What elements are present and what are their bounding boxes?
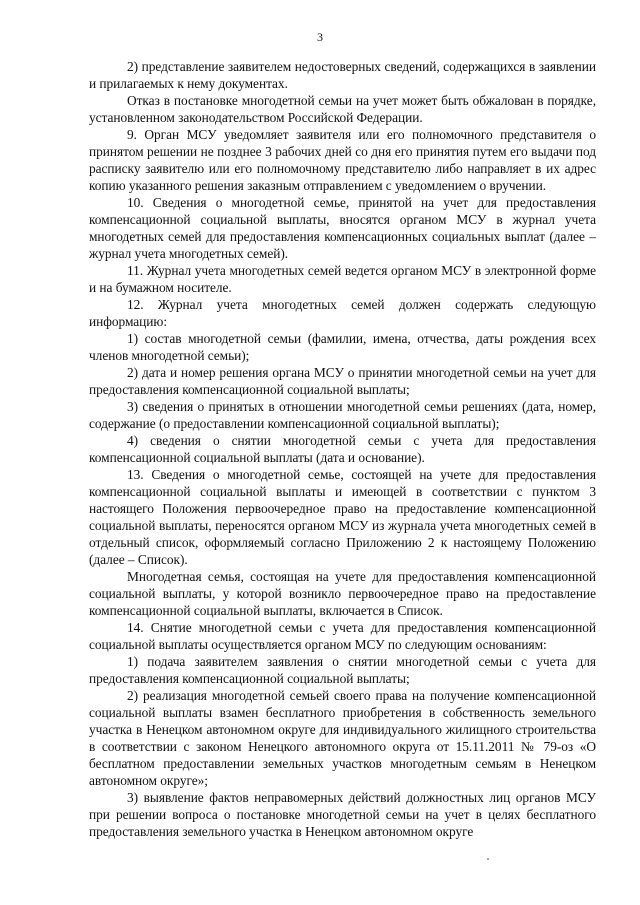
paragraph: 4) сведения о снятии многодетной семьи с учета для предоставления компенсационной социальной выплаты (дата и основание). [89, 433, 596, 465]
paragraph: 10. Сведения о многодетной семье, принятой на учет для предоставления компенсационной социальной выплаты, вносятся органом МСУ в журнал учета многодетных семей для предоставления компенсационных социальных выплат (далее – журнал учета многодетных семей). [89, 195, 596, 261]
paragraph: 9. Орган МСУ уведомляет заявителя или его полномочного представителя о принятом решении не позднее 3 рабочих дней со дня его принятия путем его выдачи под расписку заявителю или его полномочному представителю либо направляет в их адрес копию указанного решения заказным отправлением с уведомлением о вручении. [89, 127, 596, 193]
paragraph: 13. Сведения о многодетной семье, состоящей на учете для предоставления компенсационной социальной выплаты и имеющей в соответствии с пунктом 3 настоящего Положения первоочередное право на предоставление компенсационной социальной выплаты, переносятся органом МСУ из журнала учета многодетных семей в отдельный список, оформляемый согласно Приложению 2 к настоящему Положению (далее – Список). [89, 467, 596, 567]
page-number: 3 [317, 30, 323, 44]
scan-speck [487, 858, 489, 860]
paragraph: 12. Журнал учета многодетных семей должен содержать следующую информацию: [89, 297, 596, 329]
paragraph: 1) подача заявителем заявления о снятии многодетной семьи с учета для предоставления компенсационной социальной выплаты; [89, 654, 596, 686]
paragraph: 3) выявление фактов неправомерных действий должностных лиц органов МСУ при решении вопроса о постановке многодетной семьи на учет в целях бесплатного предоставления земельного участка в Ненецком автономном округе [89, 790, 596, 839]
paragraph: 2) дата и номер решения органа МСУ о принятии многодетной семьи на учет для предоставления компенсационной социальной выплаты; [89, 365, 596, 397]
paragraph: 2) представление заявителем недостоверных сведений, содержащихся в заявлении и прилагаемых к нему документах. [89, 59, 596, 91]
paragraph: 2) реализация многодетной семьей своего права на получение компенсационной социальной выплаты взамен бесплатного приобретения в собственность земельного участка в Ненецком автономном округе для индивидуального жилищного строительства в соответствии с законом Ненецкого автономного округа от 15.11.2011 № 79-оз «О бесплатном предоставлении земельных участков многодетным семьям в Ненецком автономном округе»; [89, 688, 596, 788]
paragraph: 3) сведения о принятых в отношении многодетной семьи решениях (дата, номер, содержание (о предоставлении компенсационной социальной выплаты); [89, 399, 596, 431]
document-body [89, 58, 596, 840]
paragraph: 11. Журнал учета многодетных семей ведется органом МСУ в электронной форме и на бумажном носителе. [89, 263, 596, 295]
paragraph: 1) состав многодетной семьи (фамилии, имена, отчества, даты рождения всех членов многодетной семьи); [89, 331, 596, 363]
paragraph: Многодетная семья, состоящая на учете для предоставления компенсационной социальной выплаты, у которой возникло первоочередное право на предоставление компенсационной социальной выплаты, включается в Список. [89, 569, 596, 618]
paragraph: 14. Снятие многодетной семьи с учета для предоставления компенсационной социальной выплаты осуществляется органом МСУ по следующим основаниям: [89, 620, 596, 652]
paragraph: Отказ в постановке многодетной семьи на учет может быть обжалован в порядке, установленном законодательством Российской Федерации. [89, 93, 596, 125]
